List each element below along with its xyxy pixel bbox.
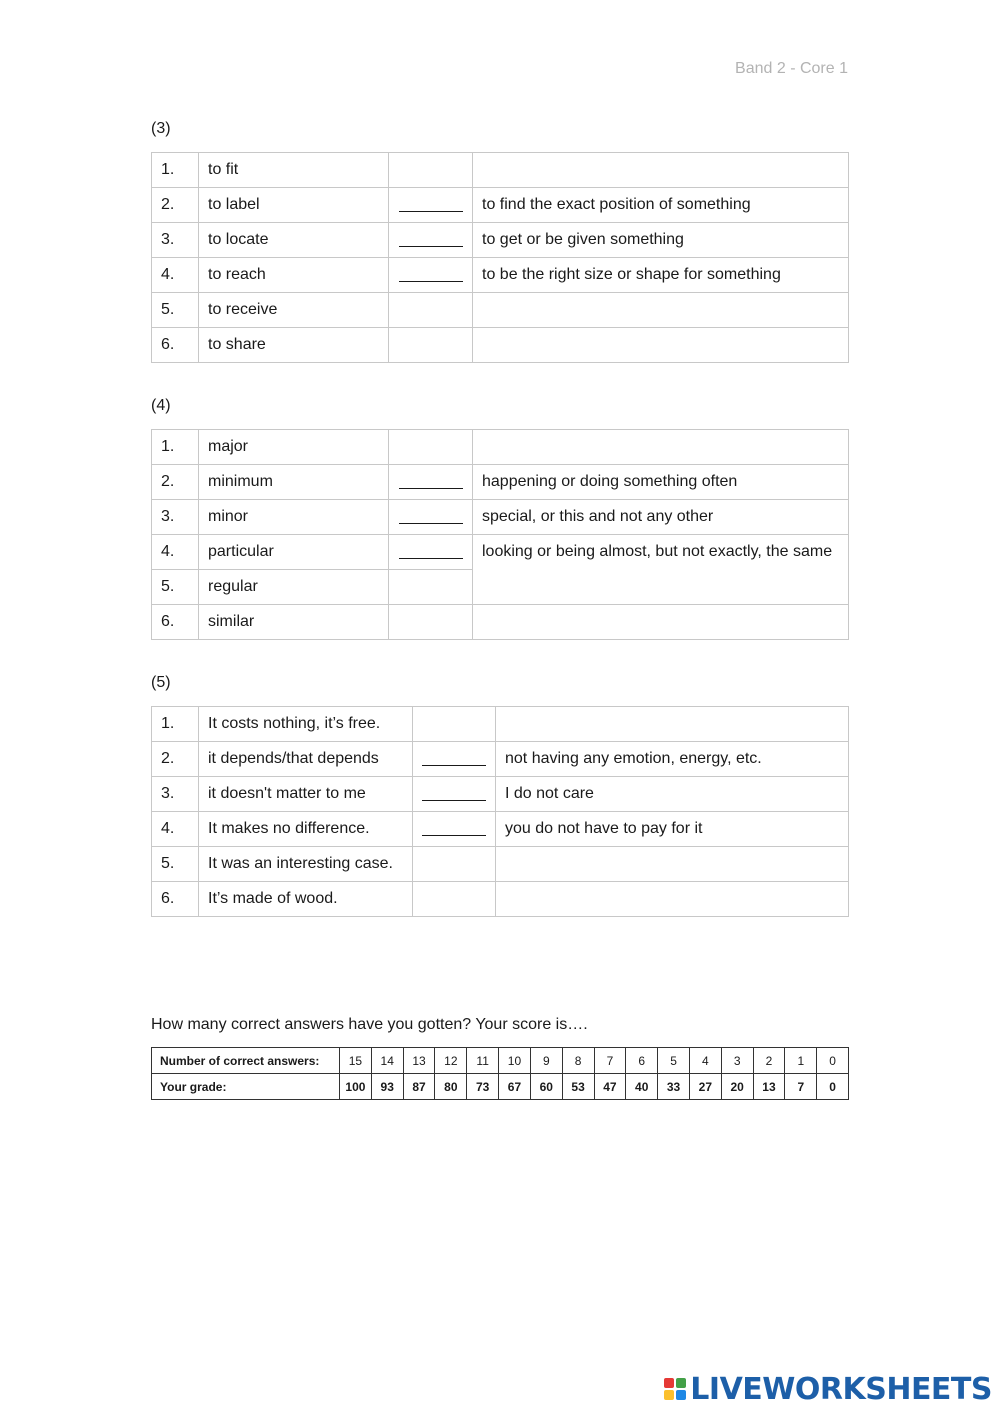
answer-blank-line[interactable] xyxy=(399,197,463,212)
item-number: 6. xyxy=(152,882,199,917)
answer-blank[interactable] xyxy=(389,535,473,570)
correct-count-cell: 3 xyxy=(721,1048,753,1074)
word-item: It was an interesting case. xyxy=(199,847,413,882)
item-number: 2. xyxy=(152,465,199,500)
word-item: It costs nothing, it’s free. xyxy=(199,707,413,742)
table-row xyxy=(152,742,849,777)
table-row xyxy=(152,500,849,535)
logo-text: LIVEWORKSHEETS xyxy=(690,1371,992,1407)
word-item: It makes no difference. xyxy=(199,812,413,847)
logo-block-red xyxy=(664,1378,674,1388)
word-item: to reach xyxy=(199,258,389,293)
liveworksheets-logo xyxy=(664,1373,992,1405)
answer-blank[interactable] xyxy=(413,742,496,777)
correct-count-cell: 9 xyxy=(530,1048,562,1074)
word-item: to locate xyxy=(199,223,389,258)
definition-item: I do not care xyxy=(496,777,849,812)
word-item: to share xyxy=(199,328,389,363)
answer-blank-line[interactable] xyxy=(399,544,463,559)
grade-cell: 40 xyxy=(626,1074,658,1100)
word-item: to fit xyxy=(199,153,389,188)
logo-block-yellow xyxy=(664,1390,674,1400)
grade-cell: 7 xyxy=(785,1074,817,1100)
answer-blank[interactable] xyxy=(389,223,473,258)
grade-cell: 27 xyxy=(689,1074,721,1100)
matching-table-3 xyxy=(151,152,849,363)
item-number: 1. xyxy=(152,430,199,465)
answer-blank[interactable] xyxy=(413,812,496,847)
item-number: 2. xyxy=(152,742,199,777)
word-item: minor xyxy=(199,500,389,535)
answer-cell-empty xyxy=(389,293,473,328)
section-label-4: (4) xyxy=(151,397,171,414)
word-item: similar xyxy=(199,605,389,640)
word-item: particular xyxy=(199,535,389,570)
answer-cell-empty xyxy=(413,847,496,882)
item-number: 1. xyxy=(152,707,199,742)
correct-answers-label: Number of correct answers: xyxy=(152,1048,340,1074)
correct-count-cell: 6 xyxy=(626,1048,658,1074)
word-item: it depends/that depends xyxy=(199,742,413,777)
table-row xyxy=(152,777,849,812)
logo-block-green xyxy=(676,1378,686,1388)
table-row xyxy=(152,535,849,570)
table-row xyxy=(152,223,849,258)
table-row xyxy=(152,465,849,500)
correct-count-cell: 4 xyxy=(689,1048,721,1074)
correct-count-cell: 13 xyxy=(403,1048,435,1074)
score-row-correct xyxy=(152,1048,849,1074)
correct-count-cell: 5 xyxy=(658,1048,690,1074)
word-item: to label xyxy=(199,188,389,223)
item-number: 4. xyxy=(152,812,199,847)
item-number: 2. xyxy=(152,188,199,223)
answer-blank-line[interactable] xyxy=(399,509,463,524)
correct-count-cell: 11 xyxy=(467,1048,499,1074)
grade-cell: 33 xyxy=(658,1074,690,1100)
definition-empty xyxy=(473,153,849,188)
item-number: 6. xyxy=(152,328,199,363)
word-item: to receive xyxy=(199,293,389,328)
definition-empty xyxy=(473,293,849,328)
grade-cell: 100 xyxy=(340,1074,372,1100)
answer-blank-line[interactable] xyxy=(399,474,463,489)
table-row xyxy=(152,605,849,640)
grade-cell: 60 xyxy=(530,1074,562,1100)
word-item: It’s made of wood. xyxy=(199,882,413,917)
item-number: 3. xyxy=(152,223,199,258)
logo-block-blue xyxy=(676,1390,686,1400)
answer-blank-line[interactable] xyxy=(422,751,486,766)
definition-empty xyxy=(473,328,849,363)
answer-blank-line[interactable] xyxy=(399,232,463,247)
definition-empty xyxy=(496,847,849,882)
grade-cell: 67 xyxy=(499,1074,531,1100)
item-number: 1. xyxy=(152,153,199,188)
grade-cell: 53 xyxy=(562,1074,594,1100)
table-row xyxy=(152,882,849,917)
section-label-5: (5) xyxy=(151,674,171,691)
correct-count-cell: 15 xyxy=(340,1048,372,1074)
item-number: 5. xyxy=(152,293,199,328)
correct-count-cell: 12 xyxy=(435,1048,467,1074)
correct-count-cell: 10 xyxy=(499,1048,531,1074)
grade-cell: 47 xyxy=(594,1074,626,1100)
score-question: How many correct answers have you gotten? Your score is…. xyxy=(151,1016,588,1033)
answer-cell-empty xyxy=(413,882,496,917)
section-label-3: (3) xyxy=(151,120,171,137)
definition-item: to find the exact position of something xyxy=(473,188,849,223)
definition-empty xyxy=(473,430,849,465)
answer-cell-empty xyxy=(389,430,473,465)
definition-item: looking or being almost, but not exactly, the same xyxy=(473,535,849,605)
matching-table-5 xyxy=(151,706,849,917)
logo-blocks-icon xyxy=(664,1378,686,1400)
correct-count-cell: 7 xyxy=(594,1048,626,1074)
definition-item: to be the right size or shape for something xyxy=(473,258,849,293)
item-number: 5. xyxy=(152,847,199,882)
table-row xyxy=(152,812,849,847)
grade-cell: 13 xyxy=(753,1074,785,1100)
definition-empty xyxy=(496,707,849,742)
table-row xyxy=(152,258,849,293)
table-row xyxy=(152,707,849,742)
table-row xyxy=(152,328,849,363)
answer-blank-line[interactable] xyxy=(422,786,486,801)
answer-cell-empty xyxy=(389,153,473,188)
answer-cell-empty xyxy=(413,707,496,742)
table-row xyxy=(152,430,849,465)
correct-count-cell: 14 xyxy=(371,1048,403,1074)
matching-table-4 xyxy=(151,429,849,640)
item-number: 4. xyxy=(152,258,199,293)
grade-cell: 20 xyxy=(721,1074,753,1100)
answer-cell-empty xyxy=(389,570,473,605)
definition-item: special, or this and not any other xyxy=(473,500,849,535)
grade-label: Your grade: xyxy=(152,1074,340,1100)
item-number: 5. xyxy=(152,570,199,605)
answer-blank-line[interactable] xyxy=(399,267,463,282)
word-item: regular xyxy=(199,570,389,605)
answer-blank-line[interactable] xyxy=(422,821,486,836)
item-number: 3. xyxy=(152,777,199,812)
definition-empty xyxy=(496,882,849,917)
item-number: 4. xyxy=(152,535,199,570)
grade-cell: 87 xyxy=(403,1074,435,1100)
answer-cell-empty xyxy=(389,328,473,363)
correct-count-cell: 1 xyxy=(785,1048,817,1074)
answer-blank[interactable] xyxy=(389,500,473,535)
correct-count-cell: 8 xyxy=(562,1048,594,1074)
correct-count-cell: 0 xyxy=(817,1048,849,1074)
table-row xyxy=(152,293,849,328)
table-row xyxy=(152,153,849,188)
definition-item: you do not have to pay for it xyxy=(496,812,849,847)
answer-cell-empty xyxy=(389,605,473,640)
answer-blank[interactable] xyxy=(389,188,473,223)
table-row xyxy=(152,847,849,882)
score-row-grade xyxy=(152,1074,849,1100)
item-number: 6. xyxy=(152,605,199,640)
definition-empty xyxy=(473,605,849,640)
grade-cell: 80 xyxy=(435,1074,467,1100)
grade-cell: 73 xyxy=(467,1074,499,1100)
definition-item: to get or be given something xyxy=(473,223,849,258)
answer-blank[interactable] xyxy=(413,777,496,812)
item-number: 3. xyxy=(152,500,199,535)
score-table xyxy=(151,1047,849,1100)
answer-blank[interactable] xyxy=(389,258,473,293)
word-item: major xyxy=(199,430,389,465)
answer-blank[interactable] xyxy=(389,465,473,500)
grade-cell: 0 xyxy=(817,1074,849,1100)
word-item: minimum xyxy=(199,465,389,500)
word-item: it doesn't matter to me xyxy=(199,777,413,812)
grade-cell: 93 xyxy=(371,1074,403,1100)
page-header-title: Band 2 - Core 1 xyxy=(735,60,848,77)
table-row xyxy=(152,188,849,223)
definition-item: not having any emotion, energy, etc. xyxy=(496,742,849,777)
correct-count-cell: 2 xyxy=(753,1048,785,1074)
definition-item: happening or doing something often xyxy=(473,465,849,500)
